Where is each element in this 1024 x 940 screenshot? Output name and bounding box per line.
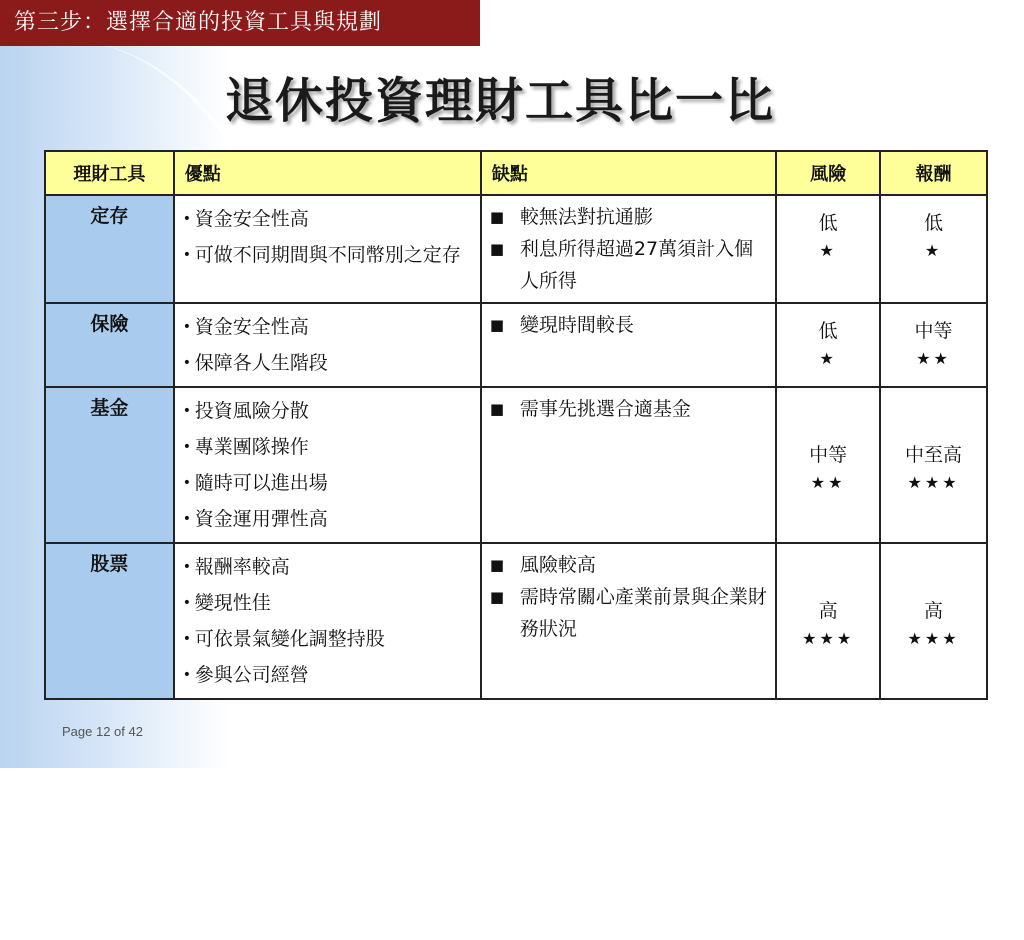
reward-cell bbox=[880, 387, 987, 543]
cons-item bbox=[490, 233, 767, 297]
risk-cell bbox=[776, 387, 880, 543]
bullet-dot-icon: • bbox=[182, 475, 191, 491]
tool-name-cell: 定存 bbox=[45, 195, 174, 303]
reward-level-label: 低 bbox=[924, 212, 944, 234]
comparison-table bbox=[44, 150, 988, 700]
bullet-dot-icon: • bbox=[182, 511, 191, 527]
bullet-dot-icon: • bbox=[182, 439, 191, 455]
pros-text: 資金運用彈性高 bbox=[194, 508, 328, 530]
pros-cell bbox=[174, 543, 481, 699]
bullet-dot-icon: • bbox=[182, 403, 191, 419]
tool-name-cell: 保險 bbox=[45, 303, 174, 387]
risk-cell bbox=[776, 195, 880, 303]
risk-level-label: 高 bbox=[818, 600, 838, 622]
pros-cell bbox=[174, 303, 481, 387]
bullet-dot-icon: • bbox=[182, 595, 191, 611]
page-footer bbox=[62, 724, 143, 739]
page-label: Page 12 of 42 bbox=[62, 724, 143, 739]
pros-cell bbox=[174, 195, 481, 303]
cons-text: 需時常關心產業前景與企業財務狀況 bbox=[519, 586, 767, 640]
cons-cell bbox=[481, 195, 776, 303]
reward-level-label: 中等 bbox=[914, 320, 953, 342]
bullet-dot-icon: • bbox=[182, 355, 191, 371]
bullet-dot-icon: • bbox=[182, 319, 191, 335]
reward-cell bbox=[880, 543, 987, 699]
table-header-row bbox=[45, 151, 987, 195]
header-tool: 理財工具 bbox=[45, 151, 174, 195]
pros-text: 投資風險分散 bbox=[194, 400, 309, 422]
pros-text: 資金安全性高 bbox=[194, 316, 309, 338]
star-icon: ★ bbox=[819, 241, 837, 260]
cons-text: 利息所得超過27萬須計入個人所得 bbox=[519, 238, 754, 292]
cons-item bbox=[490, 309, 767, 341]
cons-cell bbox=[481, 543, 776, 699]
tool-name-cell: 股票 bbox=[45, 543, 174, 699]
pros-item bbox=[183, 501, 472, 537]
pros-text: 可做不同期間與不同幣別之定存 bbox=[194, 244, 461, 266]
star-icon: ★ bbox=[924, 241, 943, 260]
square-bullet-icon: ■ bbox=[489, 400, 505, 418]
bullet-dot-icon: • bbox=[182, 247, 191, 263]
table-row bbox=[45, 303, 987, 387]
star-icon: ★★★ bbox=[802, 629, 855, 648]
square-bullet-icon: ■ bbox=[489, 240, 505, 258]
pros-text: 可依景氣變化調整持股 bbox=[194, 628, 385, 650]
star-icon: ★★★ bbox=[907, 473, 960, 492]
table-row bbox=[45, 387, 987, 543]
cons-text: 風險較高 bbox=[519, 554, 596, 576]
bullet-dot-icon: • bbox=[182, 211, 191, 227]
bullet-dot-icon: • bbox=[182, 559, 191, 575]
pros-text: 專業團隊操作 bbox=[194, 436, 309, 458]
pros-text: 參與公司經營 bbox=[194, 664, 309, 686]
pros-text: 報酬率較高 bbox=[194, 556, 290, 578]
reward-cell bbox=[880, 195, 987, 303]
risk-level-label: 低 bbox=[818, 212, 838, 234]
square-bullet-icon: ■ bbox=[489, 588, 505, 606]
pros-item bbox=[183, 237, 472, 273]
pros-item bbox=[183, 465, 472, 501]
cons-item bbox=[490, 581, 767, 645]
tool-name-cell: 基金 bbox=[45, 387, 174, 543]
star-icon: ★★ bbox=[810, 473, 846, 492]
step-banner: 第三步：選擇合適的投資工具與規劃 bbox=[0, 0, 480, 46]
pros-text: 保障各人生階段 bbox=[194, 352, 328, 374]
reward-level-label: 高 bbox=[924, 600, 944, 622]
pros-item bbox=[183, 393, 472, 429]
star-icon: ★★ bbox=[916, 349, 951, 368]
page-title: 退休投資理財工具比一比 bbox=[224, 73, 775, 129]
risk-cell bbox=[776, 543, 880, 699]
bullet-dot-icon: • bbox=[182, 667, 191, 683]
cons-text: 變現時間較長 bbox=[519, 314, 634, 336]
pros-item bbox=[183, 585, 472, 621]
star-icon: ★ bbox=[819, 349, 837, 368]
table-row bbox=[45, 195, 987, 303]
pros-text: 隨時可以進出場 bbox=[194, 472, 328, 494]
header-cons: 缺點 bbox=[481, 151, 776, 195]
bullet-dot-icon: • bbox=[182, 631, 191, 647]
square-bullet-icon: ■ bbox=[489, 316, 505, 334]
cons-item bbox=[490, 549, 767, 581]
pros-text: 變現性佳 bbox=[194, 592, 271, 614]
risk-level-label: 低 bbox=[818, 320, 838, 342]
pros-item bbox=[183, 309, 472, 345]
reward-level-label: 中至高 bbox=[905, 444, 963, 466]
pros-item bbox=[183, 345, 472, 381]
star-icon: ★★★ bbox=[907, 629, 960, 648]
square-bullet-icon: ■ bbox=[489, 556, 505, 574]
pros-item bbox=[183, 621, 472, 657]
header-risk: 風險 bbox=[776, 151, 880, 195]
reward-cell bbox=[880, 303, 987, 387]
cons-cell bbox=[481, 387, 776, 543]
risk-level-label: 中等 bbox=[809, 444, 848, 466]
pros-item bbox=[183, 201, 472, 237]
table-row bbox=[45, 543, 987, 699]
risk-cell bbox=[776, 303, 880, 387]
pros-item bbox=[183, 657, 472, 693]
pros-item bbox=[183, 549, 472, 585]
header-reward: 報酬 bbox=[880, 151, 987, 195]
header-pros: 優點 bbox=[174, 151, 481, 195]
cons-item bbox=[490, 201, 767, 233]
pros-text: 資金安全性高 bbox=[194, 208, 309, 230]
cons-cell bbox=[481, 303, 776, 387]
pros-item bbox=[183, 429, 472, 465]
cons-text: 較無法對抗通膨 bbox=[519, 206, 653, 228]
cons-text: 需事先挑選合適基金 bbox=[519, 398, 691, 420]
cons-item bbox=[490, 393, 767, 425]
pros-cell bbox=[174, 387, 481, 543]
square-bullet-icon: ■ bbox=[489, 208, 505, 226]
